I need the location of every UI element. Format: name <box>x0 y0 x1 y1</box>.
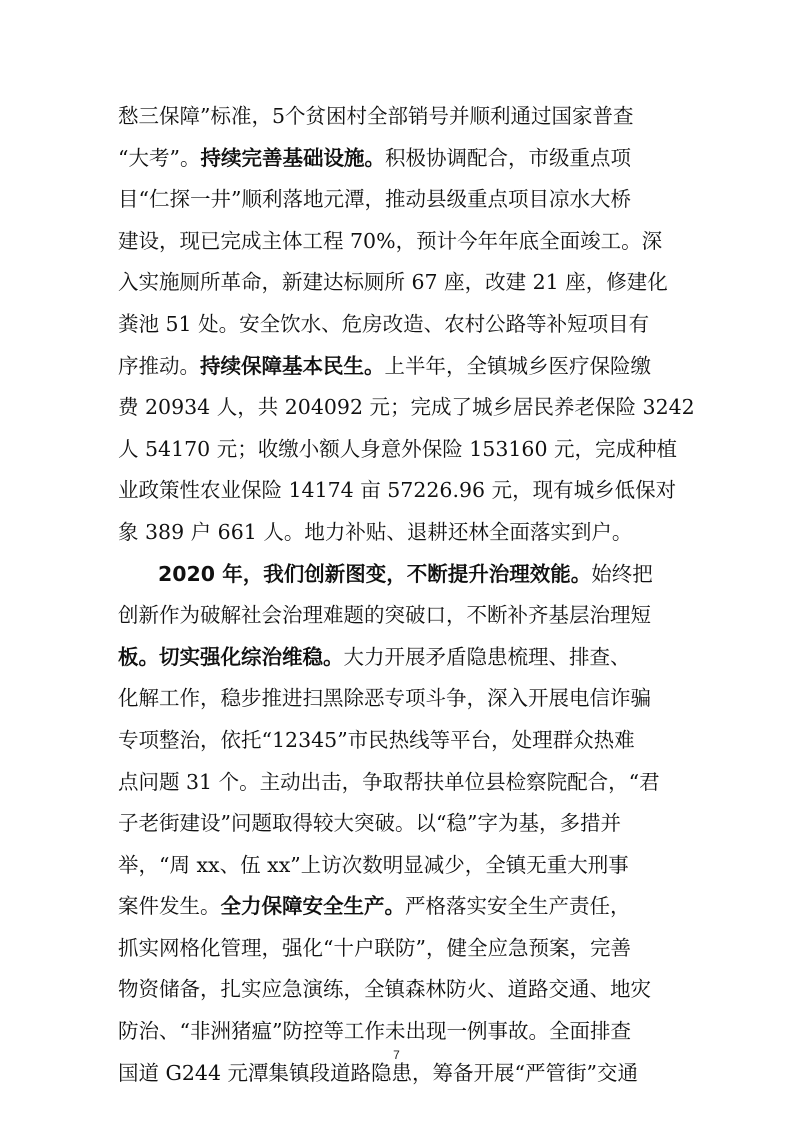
text-line: 入实施厕所革命，新建达标厕所 67 座，改建 21 座，修建化 <box>118 270 668 295</box>
text-line: 举，“周 xx、伍 xx”上访次数明显减少，全镇无重大刑事 <box>118 852 629 877</box>
text-line: 点问题 31 个。主动出击，争取帮扶单位县检察院配合，“君 <box>118 769 660 794</box>
bold-heading: 2020 年，我们创新图变，不断提升治理效能。 <box>158 561 592 586</box>
bold-heading: 持续保障基本民生。 <box>200 353 385 378</box>
body-text <box>118 96 695 1094</box>
text-line: 业政策性农业保险 14174 亩 57226.96 元，现有城乡低保对 <box>118 478 677 503</box>
text-line: 费 20934 人，共 204092 元；完成了城乡居民养老保险 3242 <box>118 395 695 420</box>
text-line: 国道 G244 元潭集镇段道路隐患，筹备开展“严管街”交通 <box>118 1060 638 1085</box>
bold-heading: 板。切实强化综治维稳。 <box>118 644 344 669</box>
text-line: 象 389 户 661 人。地力补贴、退耕还林全面落实到户。 <box>118 519 633 544</box>
page-number: 7 <box>393 1048 400 1062</box>
text-line: “大考”。持续完善基础设施。积极协调配合，市级重点项 <box>118 138 678 180</box>
text-line: 子老街建设”问题取得较大突破。以“稳”字为基，多措并 <box>118 811 621 836</box>
text-line: 案件发生。全力保障安全生产。严格落实安全生产责任， <box>118 886 678 928</box>
text-line: 建设，现已完成主体工程 70%，预计今年年底全面竣工。深 <box>118 228 663 253</box>
text-line: 防治、“非洲猪瘟”防控等工作未出现一例事故。全面排查 <box>118 1019 631 1044</box>
text-line: 2020 年，我们创新图变，不断提升治理效能。始终把 <box>118 554 678 596</box>
bold-heading: 全力保障安全生产。 <box>220 894 405 919</box>
text-line: 人 54170 元；收缴小额人身意外保险 153160 元，完成种植 <box>118 436 678 461</box>
text-line: 创新作为破解社会治理难题的突破口，不断补齐基层治理短 <box>118 603 651 628</box>
bold-heading: 持续完善基础设施。 <box>200 145 385 170</box>
text-line: 化解工作，稳步推进扫黑除恶专项斗争，深入开展电信诈骗 <box>118 686 651 711</box>
text-line: 愁三保障”标准，5个贫困村全部销号并顺利通过国家普查 <box>118 104 634 128</box>
text-line: 目“仁探一井”顺利落地元潭，推动县级重点项目凉水大桥 <box>118 187 631 212</box>
text-line: 板。切实强化综治维稳。大力开展矛盾隐患梳理、排查、 <box>118 637 678 679</box>
text-line: 序推动。持续保障基本民生。上半年，全镇城乡医疗保险缴 <box>118 346 678 388</box>
text-line: 专项整治，依托“12345”市民热线等平台，处理群众热难 <box>118 727 635 752</box>
text-line: 抓实网格化管理，强化“十户联防”，健全应急预案，完善 <box>118 935 631 960</box>
text-line: 物资储备，扎实应急演练，全镇森林防火、道路交通、地灾 <box>118 977 651 1002</box>
text-line: 粪池 51 处。安全饮水、危房改造、农村公路等补短项目有 <box>118 311 650 336</box>
